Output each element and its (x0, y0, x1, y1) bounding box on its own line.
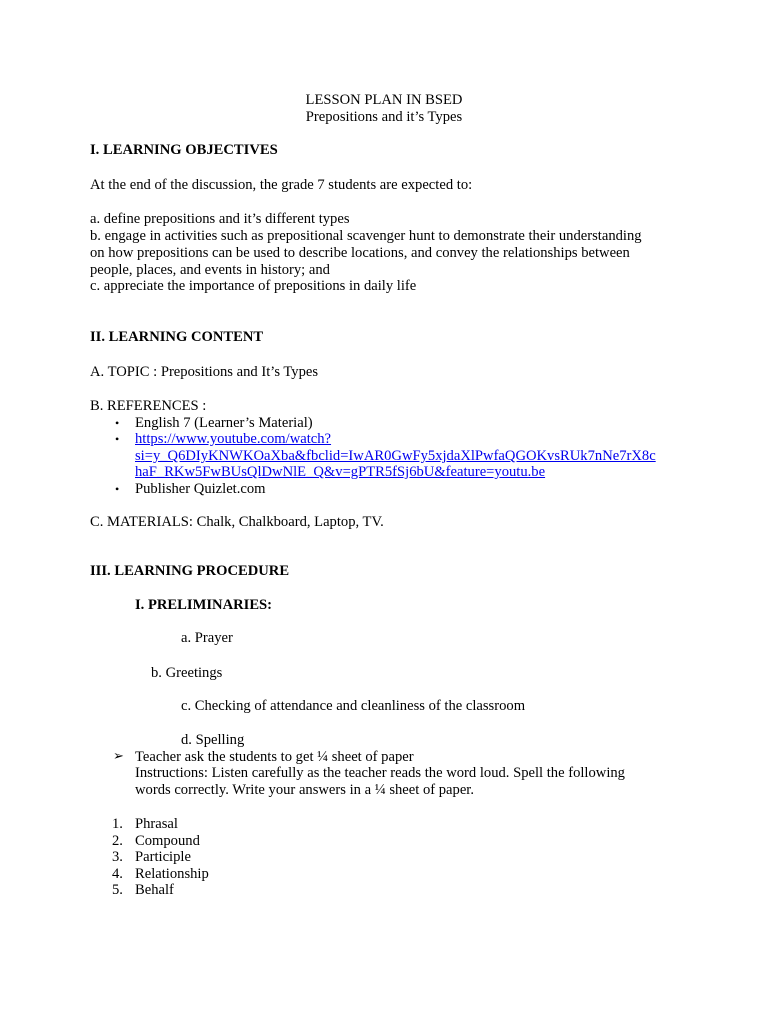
spelling-word: Compound (135, 833, 200, 849)
bullet-icon: • (115, 416, 120, 430)
bullet-icon: • (115, 432, 120, 446)
objective-c: c. appreciate the importance of prepositions in daily life (90, 278, 417, 294)
list-number: 5. (112, 882, 123, 898)
reference-link[interactable]: https://www.youtube.com/watch? (135, 431, 332, 447)
bullet-icon: • (115, 482, 120, 496)
objective-b-line3: people, places, and events in history; and (90, 262, 330, 278)
document-title: LESSON PLAN IN BSED (305, 92, 463, 108)
instructions-line1: Instructions: Listen carefully as the teacher reads the word loud. Spell the following (135, 765, 625, 781)
preliminary-item: b. Greetings (151, 665, 223, 681)
references-label: B. REFERENCES : (90, 398, 207, 414)
arrow-bullet-icon: ➢ (113, 749, 124, 764)
instructions-line2: words correctly. Write your answers in a ¼ sheet of paper. (135, 782, 475, 798)
objective-a: a. define prepositions and it’s different types (90, 211, 350, 227)
objectives-intro: At the end of the discussion, the grade 7 students are expected to: (90, 177, 473, 193)
reference-item: English 7 (Learner’s Material) (135, 415, 313, 431)
preliminary-item: d. Spelling (181, 732, 245, 748)
spelling-word: Behalf (135, 882, 174, 898)
section-heading-objectives: I. LEARNING OBJECTIVES (90, 142, 278, 158)
preliminaries-heading: I. PRELIMINARIES: (135, 597, 273, 613)
section-heading-procedure: III. LEARNING PROCEDURE (90, 563, 290, 579)
document-subtitle: Prepositions and it’s Types (305, 109, 463, 125)
spelling-word: Phrasal (135, 816, 178, 832)
reference-link[interactable]: haF_RKw5FwBUsQlDwNlE_Q&v=gPTR5fSj6bU&feature=youtu.be (135, 464, 546, 480)
objective-b-line2: on how prepositions can be used to describe locations, and convey the relationships between (90, 245, 630, 261)
list-number: 1. (112, 816, 123, 832)
reference-link[interactable]: si=y_Q6DIyKNWKOaXba&fbclid=IwAR0GwFy5xjdaXlPwfaQGOKvsRUk7nNe7rX8c (135, 448, 656, 464)
list-number: 4. (112, 866, 123, 882)
reference-item: Publisher Quizlet.com (135, 481, 266, 497)
list-number: 2. (112, 833, 123, 849)
section-heading-content: II. LEARNING CONTENT (90, 329, 264, 345)
objective-b-line1: b. engage in activities such as prepositional scavenger hunt to demonstrate their understanding (90, 228, 642, 244)
preliminary-item: c. Checking of attendance and cleanliness of the classroom (181, 698, 526, 714)
materials-line: C. MATERIALS: Chalk, Chalkboard, Laptop, TV. (90, 514, 384, 530)
spelling-word: Participle (135, 849, 191, 865)
list-number: 3. (112, 849, 123, 865)
preliminary-item: a. Prayer (181, 630, 233, 646)
topic-line: A. TOPIC : Prepositions and It’s Types (90, 364, 319, 380)
arrow-item: Teacher ask the students to get ¼ sheet of paper (135, 749, 414, 765)
spelling-word: Relationship (135, 866, 209, 882)
